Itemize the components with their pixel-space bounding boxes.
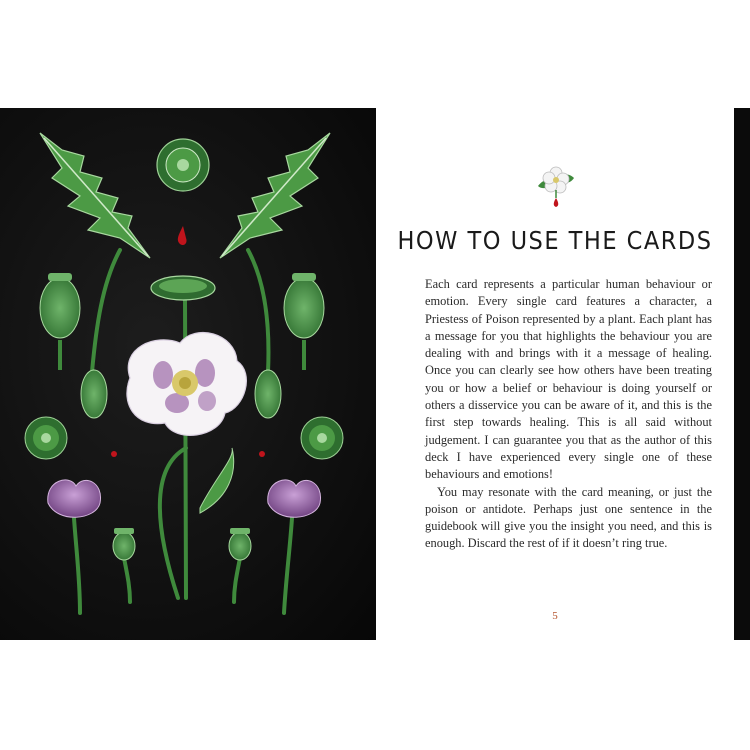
blood-dot-left-icon (111, 451, 117, 457)
rosette-right-icon (301, 417, 343, 459)
botanical-poppy-illustration (0, 108, 376, 640)
book-spread (0, 108, 750, 640)
small-pod-left-icon (113, 528, 135, 560)
next-page-edge (734, 108, 750, 640)
purple-poppy-right-icon (268, 480, 321, 517)
lower-leaf-icon (200, 448, 234, 513)
rosette-left-icon (25, 417, 67, 459)
poppy-pod-right-icon (284, 273, 324, 370)
small-pod-right-icon (229, 528, 251, 560)
purple-poppy-left-icon (48, 480, 101, 517)
page-title: HOW TO USE THE CARDS (397, 226, 713, 255)
poppy-pod-left-icon (40, 273, 80, 370)
blood-dot-right-icon (259, 451, 265, 457)
right-page-text (376, 108, 734, 640)
rosette-top-icon (157, 139, 209, 191)
paragraph-1: Each card represents a particular human behaviour or emotion. Every single card features a character, a Priestess of Poison represented by a plant. Each plant has a message for you that highlights the behaviour you are dealing with and brings with it a message of healing. Once you can clearly see how others have been treating you or how a belief or behaviour is doing yourself or others a disservice you can be aware of it, and this is the first step towards healing. This is all said without judgement. I can guarantee you that as the author of this deck I have experienced every single one of these behaviours and emotions! (425, 277, 712, 482)
thistle-leaf-left-icon (40, 133, 150, 258)
flower-with-blood-drop-icon (534, 158, 578, 210)
blood-drop-icon (178, 226, 187, 245)
body-text (425, 276, 712, 553)
left-page-illustration (0, 108, 376, 640)
poppy-pod-crown-icon (151, 276, 215, 300)
page-number: 5 (552, 610, 558, 622)
poppy-bud-right-icon (255, 370, 281, 418)
white-poppy-flower-icon (127, 333, 246, 436)
paragraph-2: You may resonate with the card meaning, or just the poison or antidote. Perhaps just one sentence in the guidebook will give you the insight you need, and this is enough. Discard the rest of if it doesn’t ring true. (425, 484, 712, 551)
poppy-bud-left-icon (81, 370, 107, 418)
thistle-leaf-right-icon (220, 133, 330, 258)
